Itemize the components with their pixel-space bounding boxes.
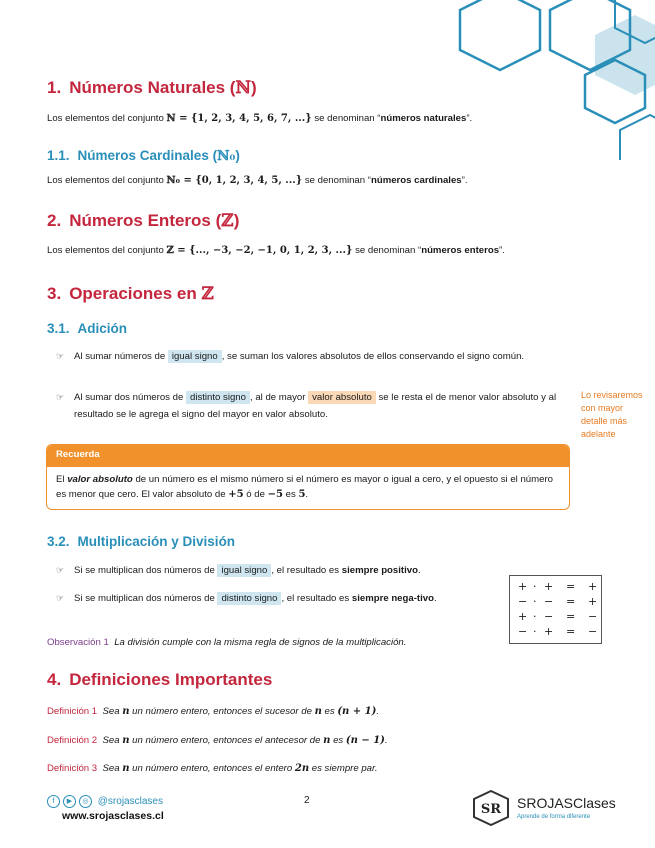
margin-note: Lo revisaremos con mayor detalle más adelante xyxy=(581,390,643,439)
section-1-1-heading: 1.1. Números Cardinales (ℕ₀) xyxy=(47,148,240,164)
section-1-text: Los elementos del conjunto ℕ = {1, 2, 3, 4, 5, 6, 7, ...} se denominan “números naturales”. xyxy=(47,113,473,124)
section-2-heading: 2. Números Enteros (ℤ) xyxy=(47,211,240,231)
section-1-heading: 1. Números Naturales (ℕ) xyxy=(47,78,257,98)
sign-rules-table: + · + = + − · − = + + · − = − − · + = − xyxy=(509,575,602,644)
srojas-logo-icon xyxy=(471,790,511,826)
list-item: ☞ Al sumar dos números de distinto signo , al de mayor valor absoluto se le resta el de menor valor absoluto y al resultado se le agrega el signo del mayor en valor absoluto. xyxy=(56,389,574,423)
pointing-hand-icon: ☞ xyxy=(56,351,65,361)
list-item: ☞ Al sumar números de igual signo , se suman los valores absolutos de ellos conservando el signo común. xyxy=(56,348,574,365)
definition: Definición 1 Sea n un número entero, entonces el sucesor de n es (n + 1). xyxy=(47,706,380,717)
brand-name: SROJASClases xyxy=(517,795,616,811)
section-2-text: Los elementos del conjunto ℤ = {..., −3, −2, −1, 0, 1, 2, 3, ...} se denominan “números enteros”. xyxy=(47,245,505,256)
social-links[interactable] xyxy=(47,795,163,808)
section-3-heading: 3. Operaciones en ℤ xyxy=(47,284,214,304)
recuerda-box xyxy=(46,444,570,510)
instagram-icon[interactable]: ◎ xyxy=(79,795,92,808)
section-3-2-heading: 3.2. Multiplicación y División xyxy=(47,534,236,549)
brand-logo xyxy=(471,790,621,826)
hexagon-decoration xyxy=(440,0,655,160)
list-item: ☞ Si se multiplican dos números de igual signo , el resultado es siempre positivo. xyxy=(56,562,486,579)
social-handle[interactable]: @srojasclases xyxy=(97,796,163,808)
recuerda-title: Recuerda xyxy=(47,445,569,467)
section-4-heading: 4. Definiciones Importantes xyxy=(47,670,273,689)
section-3-1-heading: 3.1. Adición xyxy=(47,321,128,336)
brand-tagline: Aprende de forma diferente xyxy=(517,814,591,820)
pointing-hand-icon: ☞ xyxy=(56,565,65,575)
list-item: ☞ Si se multiplican dos números de distinto signo , el resultado es siempre nega-tivo. xyxy=(56,590,486,607)
svg-text:SR: SR xyxy=(480,802,502,817)
website-link[interactable]: www.srojasclases.cl xyxy=(62,810,164,822)
section-1-1-text: Los elementos del conjunto ℕ₀ = {0, 1, 2, 3, 4, 5, ...} se denominan “números cardinales”. xyxy=(47,175,468,186)
page-number: 2 xyxy=(304,795,310,806)
facebook-icon[interactable]: f xyxy=(47,795,60,808)
observation: Observación 1 La división cumple con la misma regla de signos de la multiplicación. xyxy=(47,637,407,648)
pointing-hand-icon: ☞ xyxy=(56,593,65,603)
pointing-hand-icon: ☞ xyxy=(56,392,65,402)
recuerda-text: El valor absoluto de un número es el mismo número si el número es mayor o igual a cero, y el opuesto si el número es menor que cero. El valor absoluto de +5 ó de −5 es 5. xyxy=(56,474,553,500)
youtube-icon[interactable]: ▶ xyxy=(63,795,76,808)
definition: Definición 2 Sea n un número entero, entonces el antecesor de n es (n − 1). xyxy=(47,735,388,746)
definition: Definición 3 Sea n un número entero, entonces el entero 2n es siempre par. xyxy=(47,763,378,774)
